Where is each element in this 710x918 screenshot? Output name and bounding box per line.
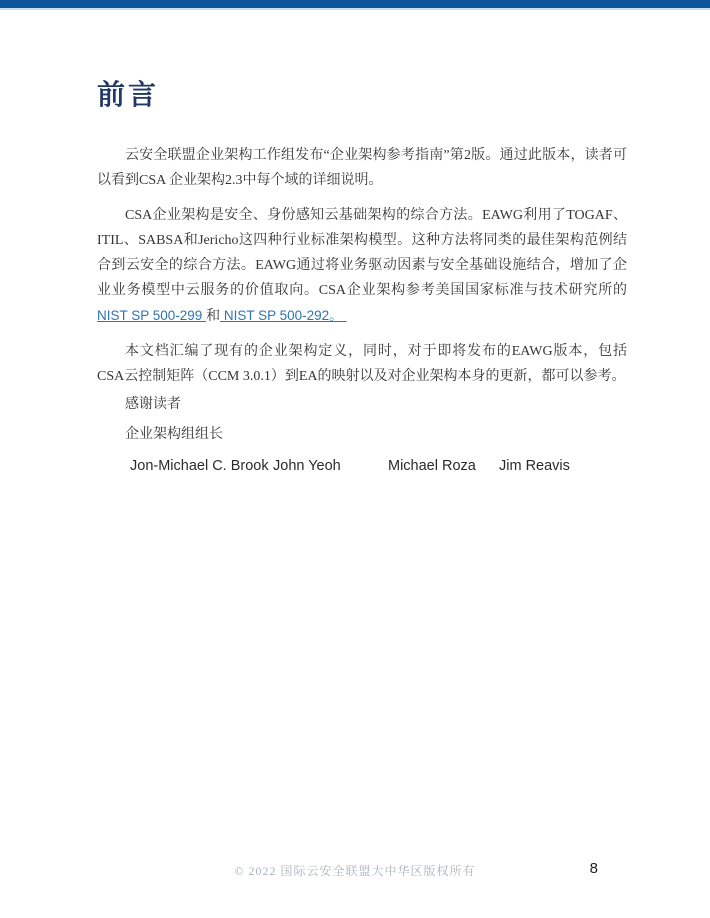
- nist-sp-500-299-link[interactable]: NIST SP 500-299: [97, 308, 207, 323]
- paragraph-architecture-conjunction: 和: [206, 309, 221, 324]
- nist-sp-500-292-link[interactable]: NIST SP 500-292。: [220, 308, 347, 323]
- thanks-line: 感谢读者: [125, 397, 181, 412]
- signature-name-2: John Yeoh: [273, 458, 341, 474]
- paragraph-architecture: [97, 203, 627, 329]
- page-content: [97, 12, 627, 479]
- role-line: 企业架构组组长: [125, 427, 223, 442]
- page-title: 前言: [97, 80, 160, 111]
- top-accent-bar: [0, 0, 710, 10]
- signatures-row: [97, 454, 627, 479]
- page-number: 8: [589, 860, 598, 877]
- paragraph-compilation: 本文档汇编了现有的企业架构定义，同时，对于即将发布的EAWG版本，包括CSA云控制矩阵（CCM 3.0.1）到EA的映射以及对企业架构本身的更新，都可以参考。: [97, 344, 627, 384]
- signature-name-4: Jim Reavis: [499, 458, 570, 474]
- footer-copyright: © 2022 国际云安全联盟大中华区版权所有: [234, 864, 476, 878]
- paragraph-architecture-text: CSA企业架构是安全、身份感知云基础架构的综合方法。EAWG利用了TOGAF、ITIL、SABSA和Jericho这四种行业标准架构模型。这种方法将同类的最佳架构范例结合到云安全的综合方法。EAWG通过将业务驱动因素与安全基础设施结合，增加了企业业务模型中云服务的价值取向。CSA企业架构参考美国国家标准与技术研究所的: [97, 208, 627, 298]
- signature-name-1: Jon-Michael C. Brook: [130, 458, 269, 474]
- paragraph-intro: 云安全联盟企业架构工作组发布“企业架构参考指南”第2版。通过此版本，读者可以看到CSA 企业架构2.3中每个域的详细说明。: [97, 148, 627, 188]
- page-footer: [0, 862, 710, 880]
- signature-name-3: Michael Roza: [388, 458, 476, 474]
